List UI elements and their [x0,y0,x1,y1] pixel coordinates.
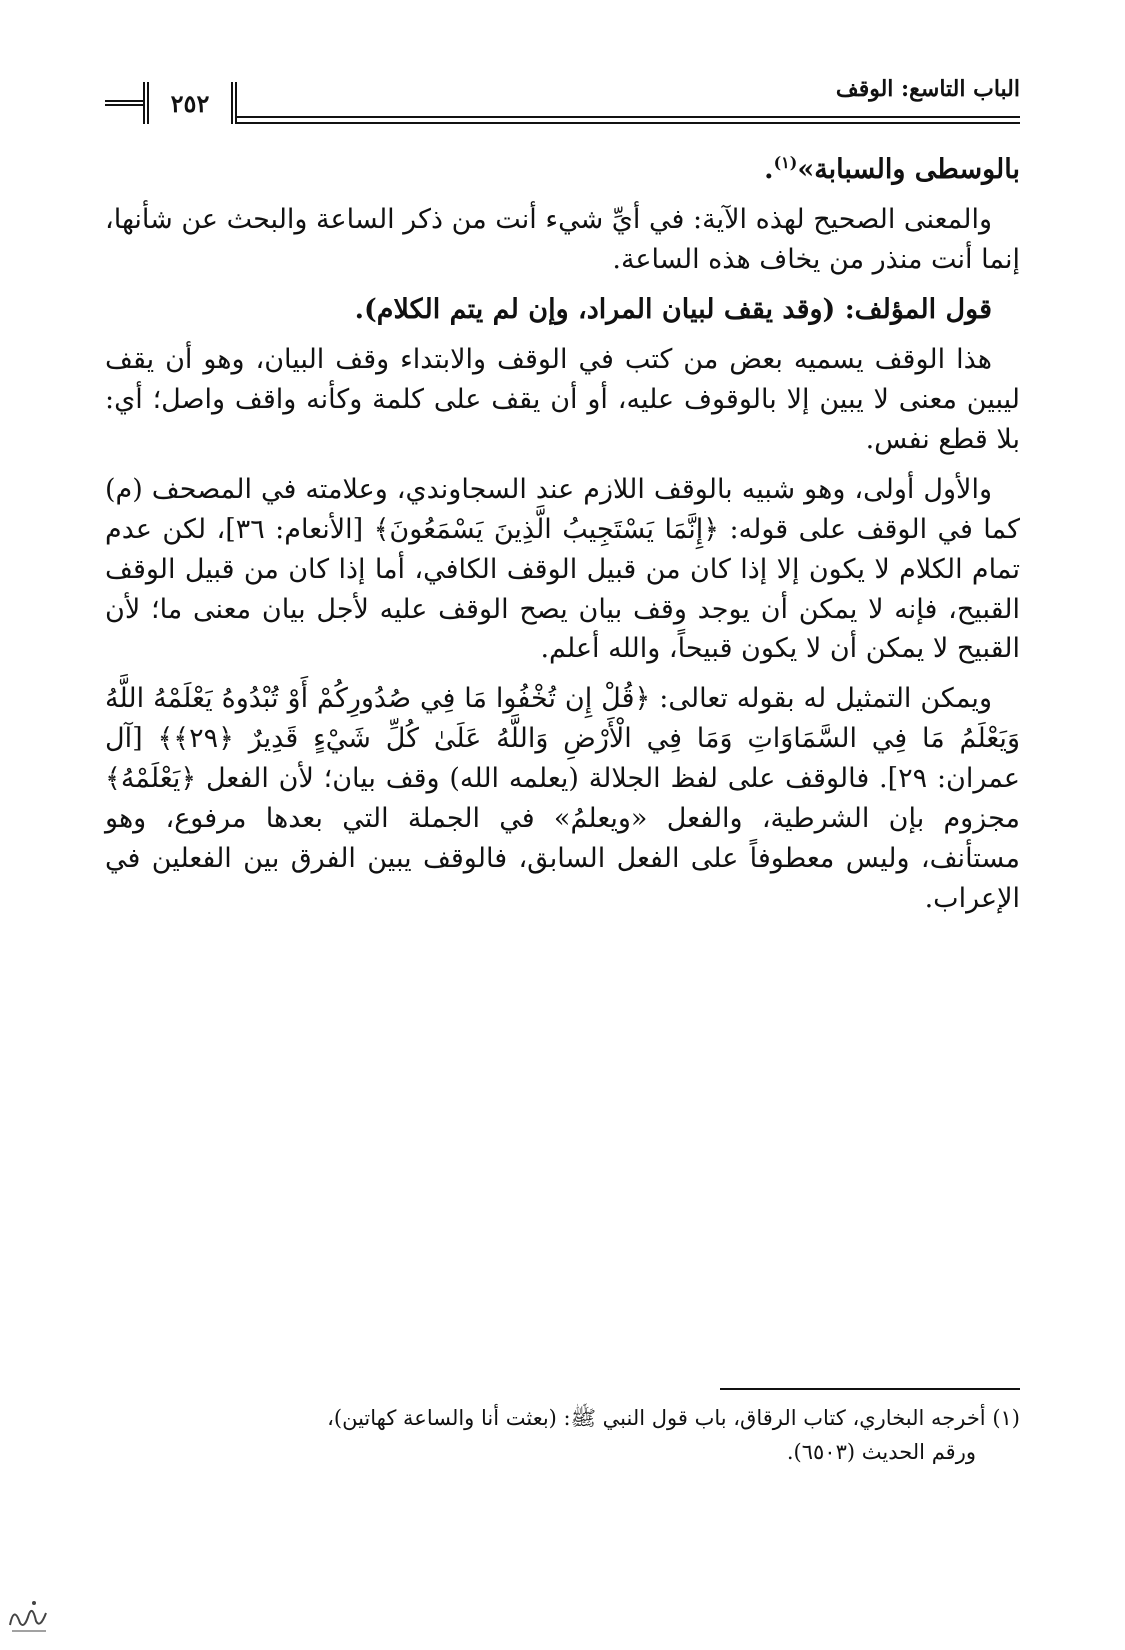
footnote [105,1402,1020,1469]
paragraph-1-text: بالوسطى والسبابة» [797,154,1020,185]
paragraph-3: قول المؤلف: (وقد يقف لبيان المراد، وإن لم يتم الكلام). [354,293,992,325]
page-number: ٢٥٢ [143,82,237,124]
paragraph-6: ويمكن التمثيل له بقوله تعالى: ﴿قُلْ إِن تُخْفُوا مَا فِي صُدُورِكُمْ أَوْ تُبْدُوهُ يَعْلَمْهُ اللَّهُ وَيَعْلَمُ مَا فِي السَّمَاوَاتِ وَمَا فِي الْأَرْضِ وَاللَّهُ عَلَىٰ كُلِّ شَيْءٍ قَدِيرٌ ﴿٢٩﴾﴾ [آل عمران: ٢٩]. فالوقف على لفظ الجلالة (يعلمه الله) وقف بيان؛ لأن الفعل ﴿يَعْلَمْهُ﴾ مجزوم بإن الشرطية، والفعل «ويعلمُ» في الجملة التي بعدها مرفوع، وهو مستأنف، وليس معطوفاً على الفعل السابق، فالوقف يبين الفرق بين الفعلين في الإعراب. [105,683,1021,915]
footnote-separator [720,1388,1020,1390]
paragraph-5: والأول أولى، وهو شبيه بالوقف اللازم عند السجاوندي، وعلامته في المصحف (م) كما في الوقف على قوله: ﴿إِنَّمَا يَسْتَجِيبُ الَّذِينَ يَسْمَعُونَ﴾ [الأنعام: ٣٦]، لكن عدم تمام الكلام لا يكون إلا إذا كان من قبيل الوقف الكافي، أما إذا كان من قبيل الوقف القبيح، فإنه لا يمكن أن يوجد وقف بيان يصح الوقف عليه لأجل بيان معنى ما؛ لأن القبيح لا يمكن أن لا يكون قبيحاً، والله أعلم. [105,473,1020,665]
header-rule-right [237,116,1020,124]
header-rule-left [105,100,143,106]
paragraph-2: والمعنى الصحيح لهذه الآية: في أيِّ شيء أنت من ذكر الساعة والبحث عن شأنها، إنما أنت منذر من يخاف هذه الساعة. [105,203,1020,275]
main-text [105,150,1020,929]
paragraph-1 [105,150,1020,190]
running-title: الباب التاسع: الوقف [835,76,1020,102]
footnote-marker: (١) [773,153,798,172]
paragraph-4: هذا الوقف يسميه بعض من كتب في الوقف والابتداء وقف البيان، وهو أن يقف ليبين معنى لا يبين إلا بالوقوف عليه، أو أن يقف على كلمة وكأنه واقف واصل؛ أي: بلا قطع نفس. [105,343,1021,455]
paragraph-1-end: . [764,154,774,185]
footnote-line-2: ورقم الحديث (٦٥٠٣). [786,1439,976,1464]
footnote-line-1: (١) أخرجه البخاري، كتاب الرقاق، باب قول النبي ﷺ: (بعثت أنا والساعة كهاتين)، [327,1406,1020,1430]
watermark-logo [6,1595,52,1635]
page-header [105,70,1020,130]
